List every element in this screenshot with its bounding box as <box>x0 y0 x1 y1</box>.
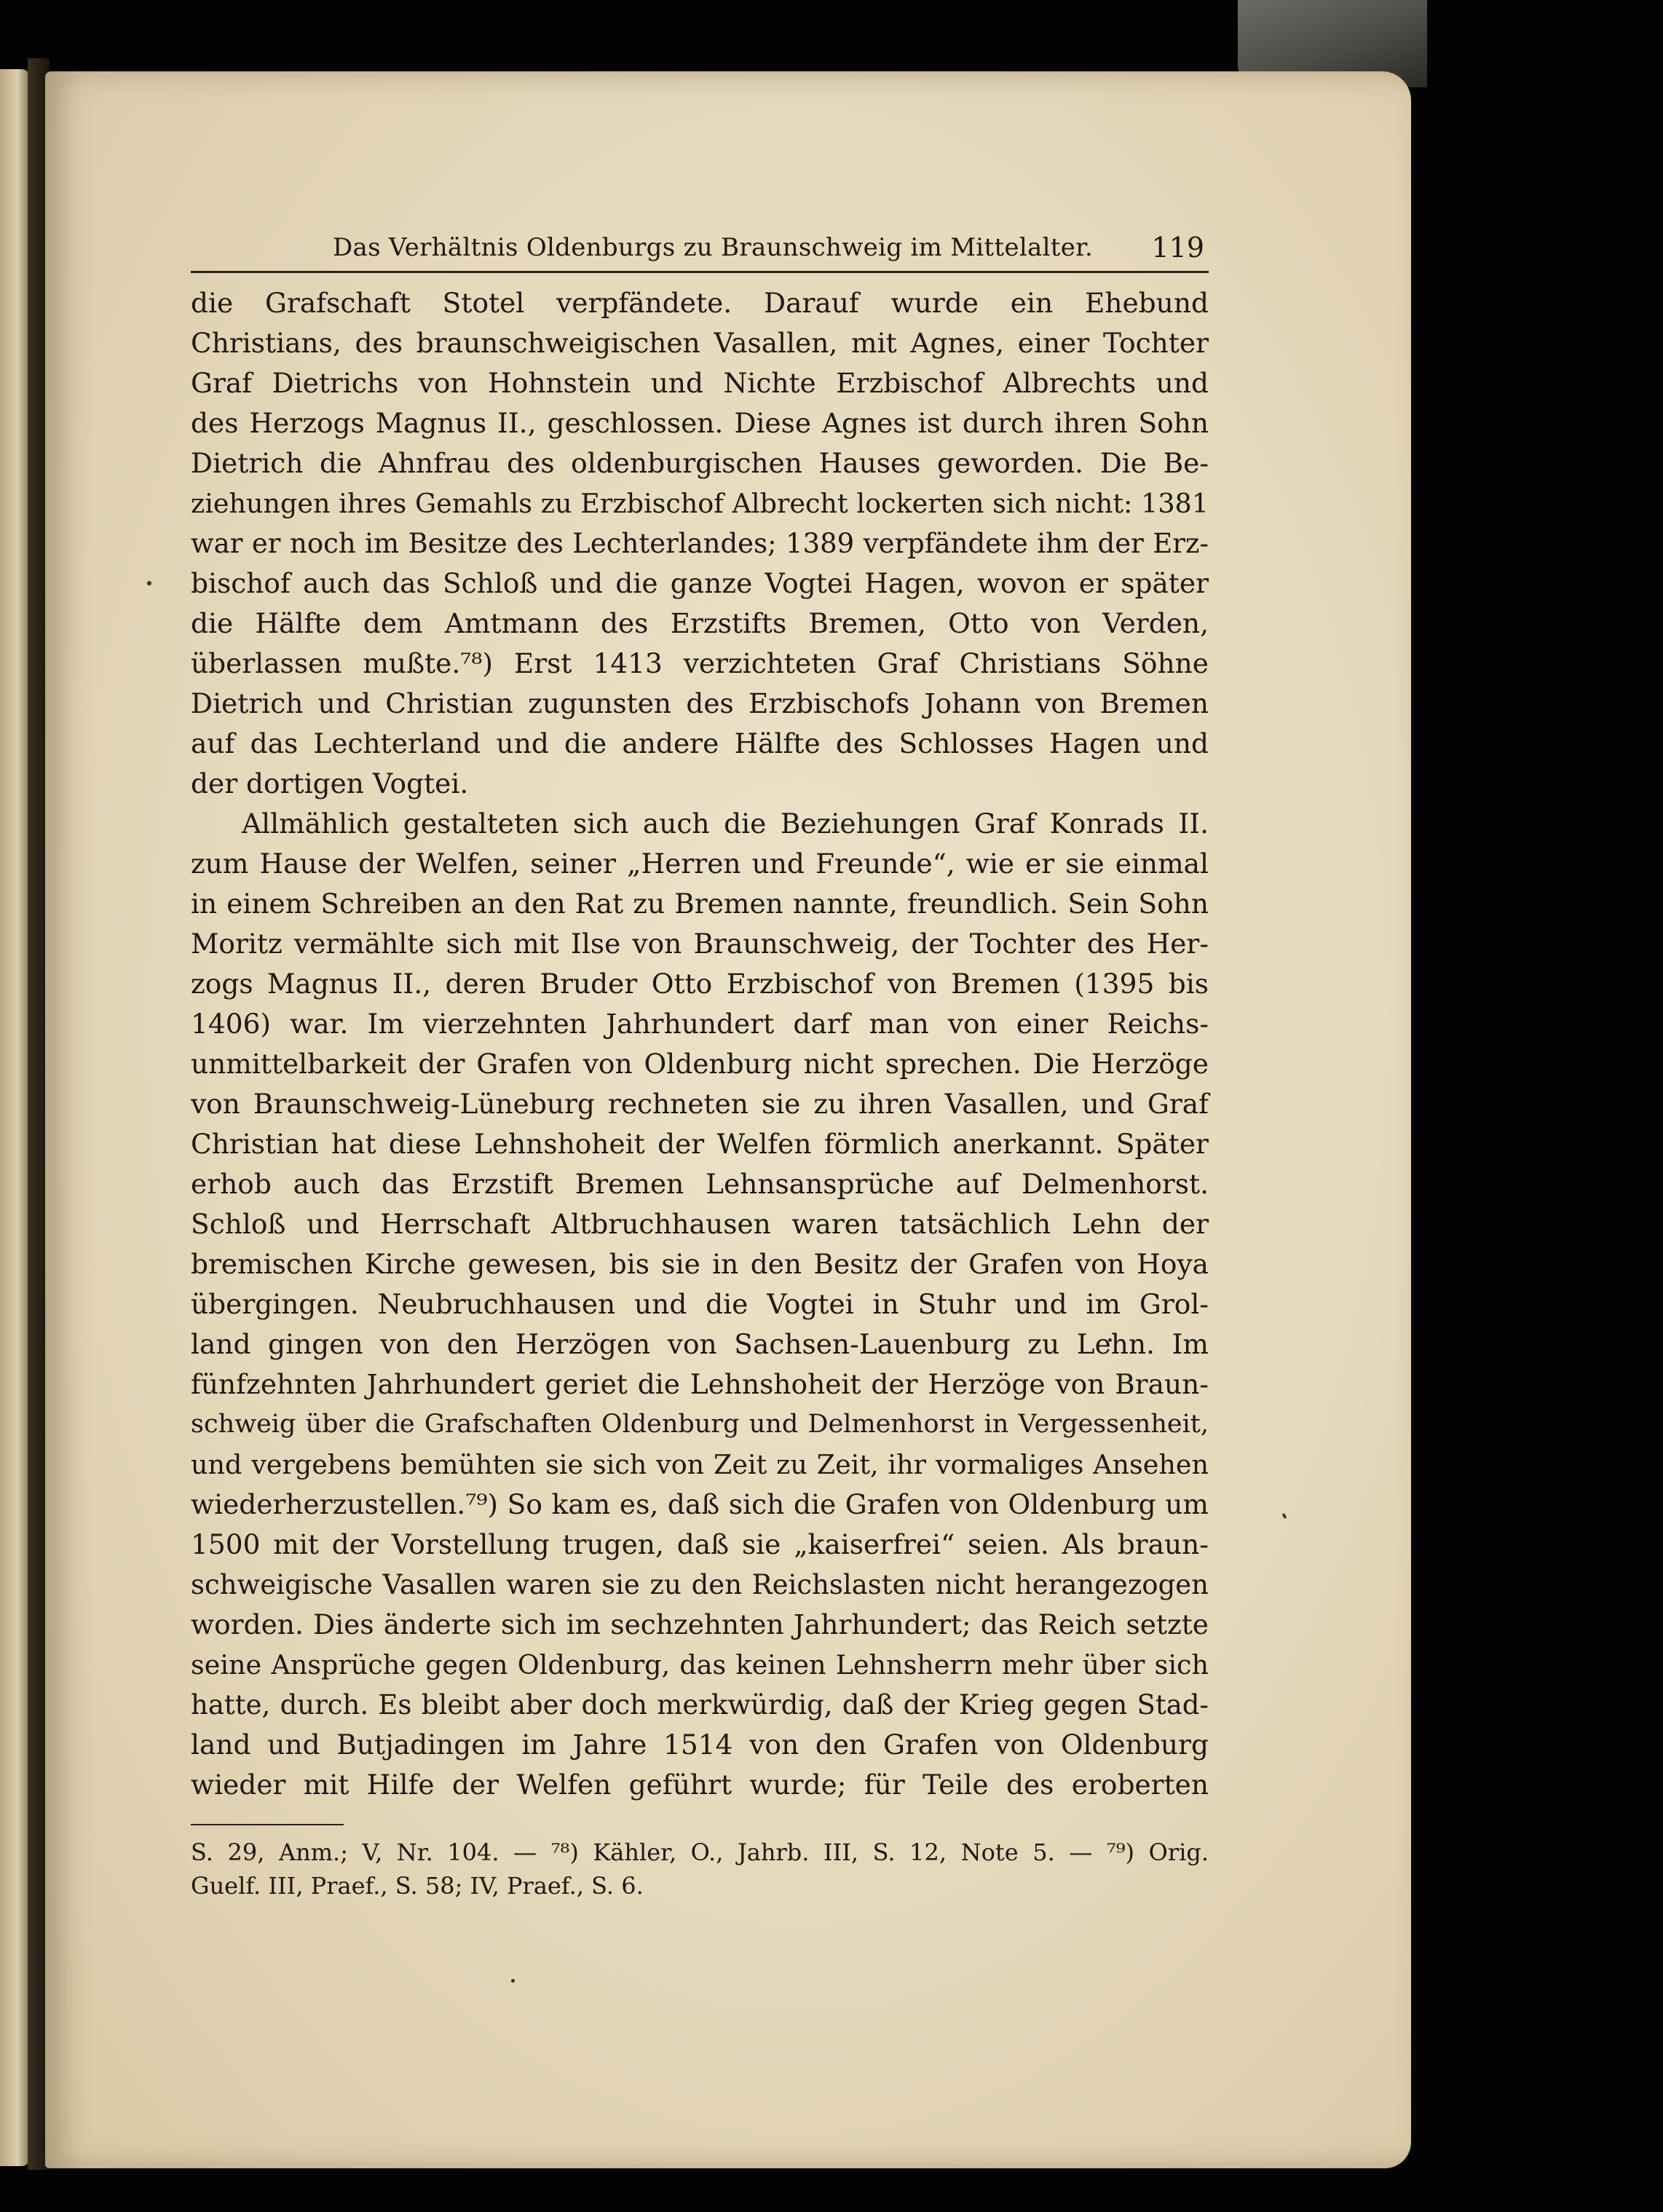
footnote-rule <box>191 1824 344 1825</box>
text-line: seine Ansprüche gegen Oldenburg, das keinen Lehnsherrn mehr über sich <box>191 1649 1209 1680</box>
paragraph-end-line: der dortigen Vogtei. <box>191 767 469 799</box>
text-line: Dietrich die Ahnfrau des oldenburgischen Hauses geworden. Die Be- <box>191 447 1209 479</box>
text-line: übergingen. Neubruchhausen und die Vogtei in Stuhr und im Grol- <box>191 1288 1209 1320</box>
text-line: wiederherzustellen.⁷⁹) So kam es, daß sich die Grafen von Oldenburg um <box>191 1488 1209 1520</box>
text-line: bischof auch das Schloß und die ganze Vogtei Hagen, wovon er später <box>191 567 1209 599</box>
paper-speck <box>147 581 151 585</box>
text-line: hatte, durch. Es bleibt aber doch merkwürdig, daß der Krieg gegen Stad- <box>191 1689 1209 1721</box>
page-sheet <box>45 71 1411 2168</box>
footnote-line: S. 29, Anm.; V, Nr. 104. — ⁷⁸) Kähler, O., Jahrb. III, S. 12, Note 5. — ⁷⁹) Orig. <box>191 1838 1209 1866</box>
running-title: Das Verhältnis Oldenburgs zu Braunschweig im Mittelalter. <box>333 233 1094 262</box>
text-line: Moritz vermählte sich mit Ilse von Braunschweig, der Tochter des Her- <box>191 928 1209 960</box>
text-line: auf das Lechterland und die andere Hälfte des Schlosses Hagen und <box>191 727 1209 759</box>
text-line: zum Hause der Welfen, seiner „Herren und Freunde“, wie er sie einmal <box>191 848 1209 880</box>
text-line: Dietrich und Christian zugunsten des Erzbischofs Johann von Bremen <box>191 687 1209 719</box>
text-line: in einem Schreiben an den Rat zu Bremen nannte, freundlich. Sein Sohn <box>191 888 1209 920</box>
text-line: wieder mit Hilfe der Welfen geführt wurde; für Teile des eroberten <box>191 1769 1209 1801</box>
text-line: ziehungen ihres Gemahls zu Erzbischof Albrecht lockerten sich nicht: 1381 <box>191 488 1209 519</box>
text-line: bremischen Kirche gewesen, bis sie in den Besitz der Grafen von Hoya <box>191 1248 1209 1280</box>
text-line: die Hälfte dem Amtmann des Erzstifts Bremen, Otto von Verden, <box>191 607 1209 639</box>
text-line: Schloß und Herrschaft Altbruchhausen waren tatsächlich Lehn der <box>191 1208 1209 1240</box>
text-line: 1406) war. Im vierzehnten Jahrhundert darf man von einer Reichs- <box>191 1008 1209 1040</box>
text-line: land und Butjadingen im Jahre 1514 von den Grafen von Oldenburg <box>191 1729 1209 1761</box>
text-line: land gingen von den Herzögen von Sachsen-Lauenburg zu Lehn. Im <box>191 1328 1209 1360</box>
text-line: unmittelbarkeit der Grafen von Oldenburg nicht sprechen. Die Herzöge <box>191 1048 1209 1080</box>
text-line: Graf Dietrichs von Hohnstein und Nichte Erzbischof Albrechts und <box>191 367 1209 399</box>
text-line: die Grafschaft Stotel verpfändete. Darauf wurde ein Ehebund <box>191 287 1209 319</box>
running-head <box>191 224 1209 273</box>
footnote-line: Guelf. III, Praef., S. 58; IV, Praef., S. 6. <box>191 1872 644 1900</box>
text-line: worden. Dies änderte sich im sechzehnten Jahrhundert; das Reich setzte <box>191 1608 1209 1640</box>
text-block <box>191 224 1209 1903</box>
text-line: überlassen mußte.⁷⁸) Erst 1413 verzichteten Graf Christians Söhne <box>191 647 1209 679</box>
text-line: schweigische Vasallen waren sie zu den Reichslasten nicht herangezogen <box>191 1569 1209 1600</box>
paper-speck <box>511 1979 515 1983</box>
text-line: Christian hat diese Lehnshoheit der Welfen förmlich anerkannt. Später <box>191 1128 1209 1160</box>
text-line: war er noch im Besitze des Lechterlandes; 1389 verpfändete ihm der Erz- <box>191 528 1209 559</box>
text-line: erhob auch das Erzstift Bremen Lehnsansprüche auf Delmenhorst. <box>191 1168 1209 1200</box>
text-line: zogs Magnus II., deren Bruder Otto Erzbischof von Bremen (1395 bis <box>191 968 1209 1000</box>
text-line: 1500 mit der Vorstellung trugen, daß sie „kaiserfrei“ seien. Als braun- <box>191 1528 1209 1560</box>
text-line: des Herzogs Magnus II., geschlossen. Diese Agnes ist durch ihren Sohn <box>191 407 1209 439</box>
text-line: von Braunschweig-Lüneburg rechneten sie zu ihren Vasallen, und Graf <box>191 1088 1209 1120</box>
text-line: fünfzehnten Jahrhundert geriet die Lehnshoheit der Herzöge von Braun- <box>191 1368 1209 1400</box>
page-number: 119 <box>1151 232 1204 264</box>
text-line: und vergebens bemühten sie sich von Zeit zu Zeit, ihr vormaliges Ansehen <box>191 1449 1209 1480</box>
facing-page-edge <box>0 69 29 2166</box>
paragraph-start-line: Allmählich gestalteten sich auch die Beziehungen Graf Konrads II. <box>242 807 1209 840</box>
footnotes <box>191 1836 1209 1903</box>
text-line: Christians, des braunschweigischen Vasallen, mit Agnes, einer Tochter <box>191 327 1209 359</box>
paper-speck <box>1281 1513 1287 1520</box>
body-text <box>191 283 1209 1805</box>
text-line: schweig über die Grafschaften Oldenburg und Delmenhorst in Vergessenheit, <box>191 1410 1209 1439</box>
